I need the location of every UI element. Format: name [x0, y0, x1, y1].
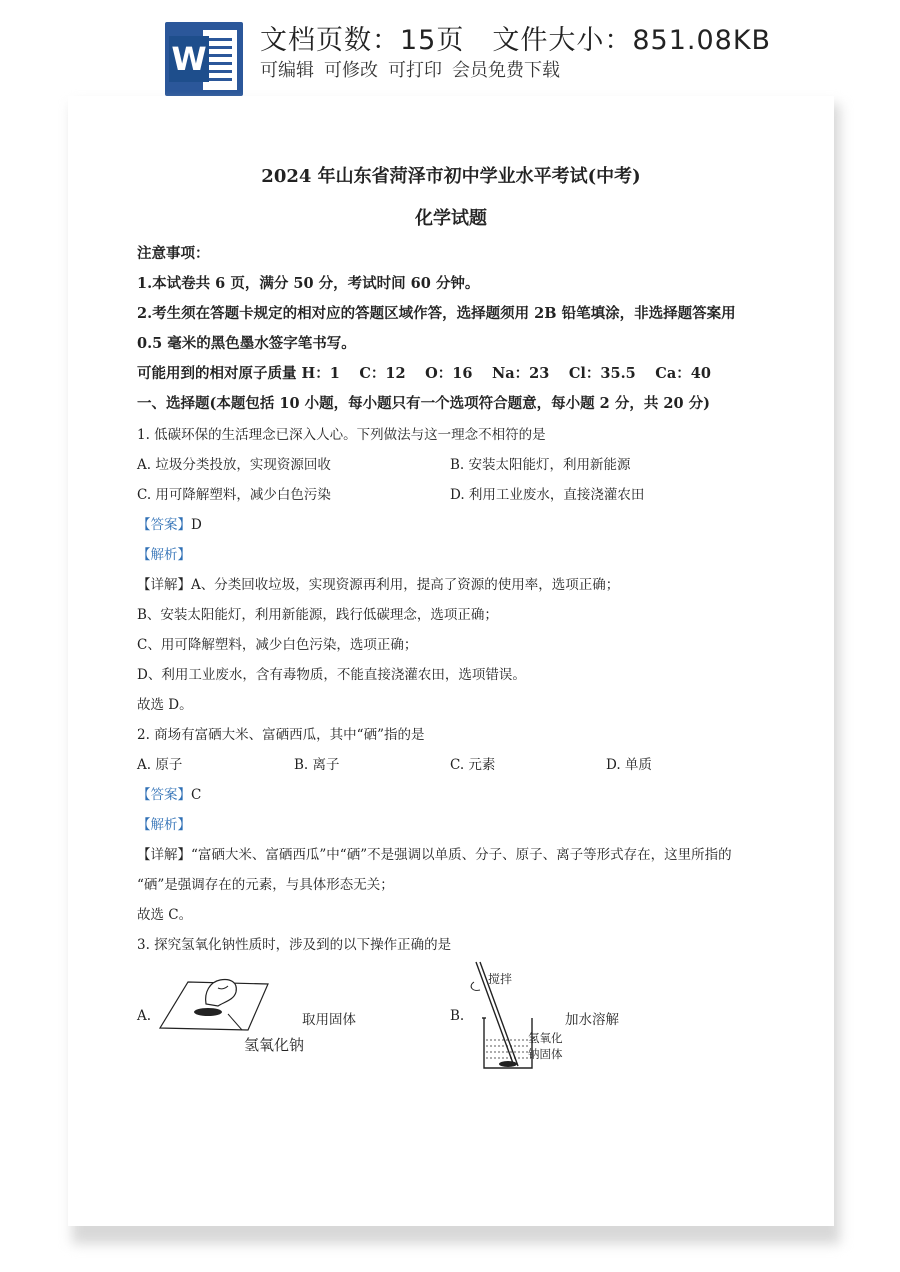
- download-banner: [0, 0, 900, 96]
- file-info: [260, 18, 799, 57]
- question-2-answer: [137, 783, 201, 803]
- document-page: [68, 96, 834, 1226]
- question-1-answer: [137, 513, 202, 533]
- question-1-stem: 1. 低碳环保的生活理念已深入人心。下列做法与这一理念不相符的是: [137, 427, 546, 443]
- question-2-detail-1: 【详解】“富硒大米、富硒西瓜”中“硒”不是强调以单质、分子、原子、离子等形式存在，这里所指的: [137, 847, 732, 863]
- question-2-detail-2: “硒”是强调存在的元素，与具体形态无关；: [137, 877, 394, 893]
- question-2-stem: 2. 商场有富硒大米、富硒西瓜，其中“硒”指的是: [137, 727, 425, 743]
- word-document-icon: W: [165, 22, 243, 96]
- question-3-option-a-figure-label: 氢氧化钠: [244, 1036, 305, 1054]
- detail-tag: 【详解】: [137, 847, 191, 863]
- document-title: 2024 年山东省菏泽市初中学业水平考试(中考): [261, 166, 641, 187]
- question-2-option-b: B. 离子: [294, 757, 340, 773]
- section-heading: 一、选择题(本题包括 10 小题，每小题只有一个选项符合题意，每小题 2 分，共 20 分): [137, 395, 710, 412]
- question-1-option-a: A. 垃圾分类投放，实现资源回收: [137, 457, 331, 473]
- question-3-option-b-letter: B.: [450, 1008, 465, 1024]
- question-3-option-b-stir-label: 搅拌: [488, 972, 513, 986]
- question-2-analysis-tag: 【解析】: [137, 817, 191, 833]
- question-1-option-c: C. 用可降解塑料，减少白色污染: [137, 487, 331, 503]
- answer-value: C: [191, 787, 202, 803]
- feature-free-download[interactable]: 会员免费下载: [452, 60, 560, 81]
- feature-printable: 可打印: [388, 60, 442, 81]
- answer-tag: 【答案】: [137, 787, 191, 803]
- question-1-option-b: B. 安装太阳能灯，利用新能源: [450, 457, 631, 473]
- file-size: 文件大小：851.08KB: [492, 25, 772, 56]
- detail-tag: 【详解】: [137, 577, 191, 593]
- atomic-masses: 可能用到的相对原子质量 H：1 C：12 O：16 Na：23 Cl：35.5 Ca：40: [137, 365, 711, 382]
- question-3-option-b-figure-label-2: 钠固体: [528, 1047, 563, 1061]
- feature-modifiable: 可修改: [324, 60, 378, 81]
- answer-tag: 【答案】: [137, 517, 191, 533]
- notice-item-2-cont: 0.5 毫米的黑色墨水签字笔书写。: [137, 335, 356, 352]
- question-1-detail-3: C、用可降解塑料，减少白色污染，选项正确；: [137, 637, 418, 653]
- notice-item-2: 2.考生须在答题卡规定的相对应的答题区域作答，选择题须用 2B 铅笔填涂，非选择题答案用: [137, 305, 736, 322]
- question-1-option-d: D. 利用工业废水，直接浇灌农田: [450, 487, 645, 503]
- question-1-detail-1: 【详解】A、分类回收垃圾，实现资源再利用，提高了资源的使用率，选项正确；: [137, 577, 620, 593]
- page-count: 文档页数：15页: [260, 25, 465, 56]
- question-3-option-a-caption: 取用固体: [302, 1012, 356, 1028]
- feature-editable: 可编辑: [260, 60, 314, 81]
- answer-value: D: [191, 517, 202, 533]
- question-1-detail-4: D、利用工业废水，含有毒物质，不能直接浇灌农田，选项错误。: [137, 667, 526, 683]
- question-3-option-b-figure-label-1: 氢氧化: [528, 1031, 563, 1045]
- question-2-option-a: A. 原子: [137, 757, 183, 773]
- question-3-option-b-caption: 加水溶解: [565, 1012, 619, 1028]
- question-2-conclusion: 故选 C。: [137, 907, 193, 923]
- question-2-option-d: D. 单质: [606, 757, 652, 773]
- question-3-stem: 3. 探究氢氧化钠性质时，涉及到的以下操作正确的是: [137, 937, 452, 953]
- document-subtitle: 化学试题: [415, 208, 487, 229]
- notice-heading: 注意事项：: [137, 245, 210, 262]
- question-1-detail-2: B、安装太阳能灯，利用新能源，践行低碳理念，选项正确；: [137, 607, 498, 623]
- question-1-analysis-tag: 【解析】: [137, 547, 191, 563]
- question-3-option-a-letter: A.: [137, 1008, 152, 1024]
- feature-list: [260, 56, 570, 82]
- question-2-option-c: C. 元素: [450, 757, 496, 773]
- notice-item-1: 1.本试卷共 6 页，满分 50 分，考试时间 60 分钟。: [137, 275, 480, 292]
- question-1-conclusion: 故选 D。: [137, 697, 193, 713]
